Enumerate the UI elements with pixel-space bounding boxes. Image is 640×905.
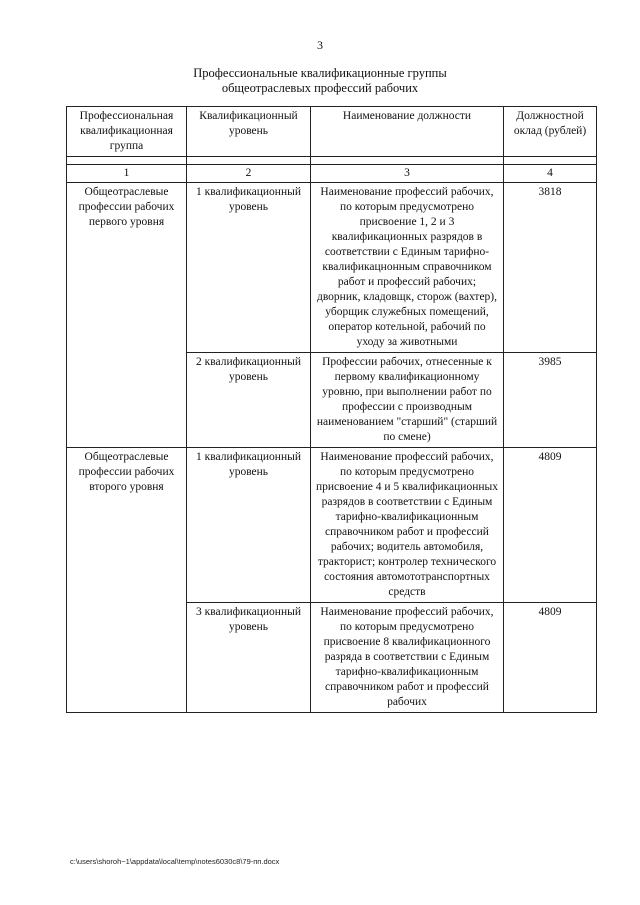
- qualification-level: 2 квалификационный уровень: [187, 353, 311, 448]
- group-name: Общеотраслевые профессии рабочих второго уровня: [67, 448, 187, 713]
- column-number: 1: [67, 165, 187, 183]
- salary-value: 3985: [504, 353, 597, 448]
- header-salary: Должностной оклад (рублей): [504, 107, 597, 157]
- position-name: Профессии рабочих, отнесенные к первому квалификационному уровню, при выполнении работ по профессии с производным наименованием "старший" (старший по смене): [311, 353, 504, 448]
- table-row: [67, 183, 597, 353]
- page-number: 3: [317, 38, 323, 52]
- group-name: Общеотраслевые профессии рабочих первого уровня: [67, 183, 187, 448]
- column-number: 2: [187, 165, 311, 183]
- column-number: 3: [311, 165, 504, 183]
- header-group: Профессиональная квалификационная группа: [67, 107, 187, 157]
- qualification-level: 3 квалификационный уровень: [187, 603, 311, 713]
- salary-value: 4809: [504, 603, 597, 713]
- qualification-groups-table: [66, 106, 597, 713]
- document-title-line-2: общеотраслевых профессий рабочих: [221, 81, 419, 95]
- position-name: Наименование профессий рабочих, по которым предусмотрено присвоение 1, 2 и 3 квалификационных разрядов в соответствии с Единым тарифно-квалификацнонным справочником работ и профессий рабочих; дворник, кладовщк, сторож (вахтер), уборщик служебных помещений, оператор котельной, рабочий по уходу за животными: [311, 183, 504, 353]
- column-number: 4: [504, 165, 597, 183]
- header-level: Квалификационный уровень: [187, 107, 311, 157]
- header-position: Наименование должности: [311, 107, 504, 157]
- position-name: Наименование профессий рабочих, по которым предусмотрено присвоение 4 и 5 квалификационных разрядов в соответствии с Единым тарифно-квалификационным справочником работ и профессий рабочих; водитель автомобиля, тракторист; контролер технического состояния автомототранспортных средств: [311, 448, 504, 603]
- qualification-level: 1 квалификационный уровень: [187, 183, 311, 353]
- table-header-row: [67, 107, 597, 157]
- document-title-line-1: Профессиональные квалификационные группы: [193, 66, 447, 80]
- salary-value: 4809: [504, 448, 597, 603]
- position-name: Наименование профессий рабочих, по которым предусмотрено присвоение 8 квалификационного разряда в соответствии с Единым тарифно-квалификационным справочником работ и профессий рабочих: [311, 603, 504, 713]
- file-path-footer: c:\users\shoroh~1\appdata\local\temp\notes6030c8\79-пп.docx: [70, 857, 280, 866]
- column-numbers-row: [67, 165, 597, 183]
- qualification-level: 1 квалификационный уровень: [187, 448, 311, 603]
- header-gap: [67, 157, 597, 165]
- document-title: [0, 66, 640, 96]
- salary-value: 3818: [504, 183, 597, 353]
- table-row: [67, 448, 597, 603]
